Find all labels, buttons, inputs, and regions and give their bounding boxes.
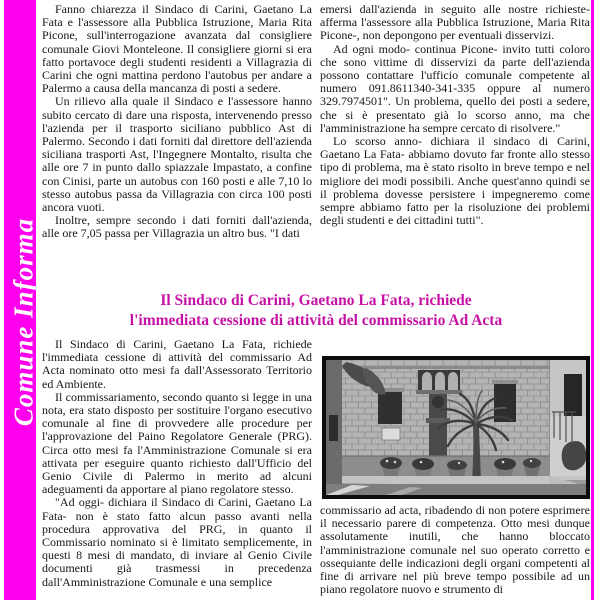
- paragraph: commissario ad acta, ribadendo di non potere esprimere il necessario parere di competenza. Otto mesi dunque assolutamente inutili, che hanno bloccato l'amministrazione comunale nel suo operato corretto e ossequiante delle indicazioni degli organi competenti al fine di arrivare nel più breve tempo possibile ad un piano regolatore nuovo e strumento di: [320, 504, 590, 597]
- bus-article-left-column: [42, 3, 312, 289]
- paragraph: "Ad oggi- dichiara il Sindaco di Carini, Gaetano La Fata- non è stato fatto alcun passo avanti nella procedura approvativa del PRG, in quanto il Commissario nominato si è limitato semplicemente, in questi 8 mesi di mandato, di inviare al Genio Civile documenti già trasmessi in precedenza dall'Amministrazione Comunale e una semplice: [42, 495, 312, 589]
- paragraph: Ad ogni modo- continua Picone- invito tutti coloro che sono vittime di disservizi da parte dell'azienda possono contattare l'ufficio comunale competente al numero 091.8611340-341-335 oppure al numero 329.7974501". Un problema, quello dei posti a sedere, che si è presentato già lo scorso anno, ma che l'amministrazione ha sempre cercato di risolvere.": [320, 41, 590, 135]
- paragraph: Un rilievo alla quale il Sindaco e l'assessore hanno subito cercato di dare una risposta, intervenendo presso l'azienda per il trasporto siciliano pubblico Ast di Palermo. Secondo i dati forniti dal direttore dell'azienda siciliana trasporti Ast, l'Ingegnere Montalto, risulta che alle ore 7 in punto dallo spiazzale Impastato, a confine con Cinisi, parte un autobus con 160 posti e alle 7,10 lo stesso autobus passa da Villagrazia con circa 100 posti ancora vuoti.: [42, 94, 312, 215]
- masthead-vertical-title: Comune Informa: [8, 217, 39, 427]
- municipal-building-photo: [322, 356, 590, 499]
- headline-line-1: Il Sindaco di Carini, Gaetano La Fata, richiede: [160, 292, 472, 309]
- paragraph: emersi dall'azienda in seguito alle nostre richieste- afferma l'assessore alla Pubblica Istruzione, Maria Rita Picone-, non depongono per eventuali disservizi.: [320, 3, 590, 43]
- paragraph: Il commissariamento, secondo quanto si legge in una nota, era stato disposto per sostituire l'organo esecutivo comunale al fine di provvedere alle procedure per l'approvazione del Paino Regolatore Generale (PRG). Circa otto mesi fa l'Amministrazione Comunale si era attivata per eseguire quanto richiesto dall'Ufficio del Genio Civile di Palermo in merito ad alcuni adeguamenti da apportare al piano regolatore stesso.: [42, 389, 312, 497]
- prg-article-left-column: [42, 338, 312, 600]
- masthead-band: [4, 0, 39, 600]
- prg-article-right-column: [320, 504, 590, 600]
- paragraph: Fanno chiarezza il Sindaco di Carini, Gaetano La Fata e l'assessore alla Pubblica Istruzione, Maria Rita Picone, sull'interrogazione avanzata dal consigliere comunale Giovi Monteleone. Il consigliere giorni si era fatto portavoce degli studenti residenti a Villagrazia di Carini che ogni mattina perdono l'autobus per andare a Palermo a causa della mancanza di posti a sedere.: [42, 3, 312, 96]
- paragraph: Il Sindaco di Carini, Gaetano La Fata, richiede l'immediata cessione di attività del commissario Ad Acta nominato otto mesi fa dall'Assessorato Territorio ed Ambiente.: [42, 338, 312, 391]
- paragraph: Lo scorso anno- dichiara il sindaco di Carini, Gaetano La Fata- abbiamo dovuto far fronte allo stesso tipo di problema, ma è stato risolto in breve tempo e nel migliore dei modi possibili. Anche quest'anno quindi se il problema dovesse persistere i impegneremo come sempre abbiamo fatto per la risoluzione dei problemi degli studenti e dei cittadini tutti".: [320, 134, 590, 228]
- bus-article-right-column: [320, 3, 590, 289]
- building-photo-graphic: [326, 360, 586, 495]
- headline-line-2: l'immediata cessione di attività del commissario Ad Acta: [129, 311, 503, 329]
- paragraph: Inoltre, sempre secondo i dati forniti dall'azienda, alle ore 7,05 passa per Villagrazia un altro bus. "I dati: [42, 213, 312, 241]
- article-headline: [40, 291, 592, 330]
